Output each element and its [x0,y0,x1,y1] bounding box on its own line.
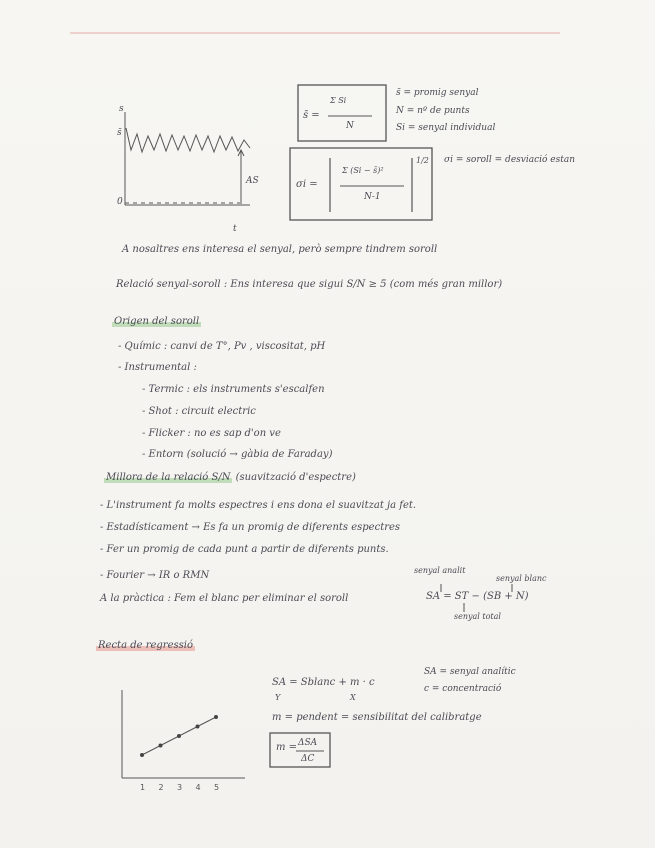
regression-point [214,715,218,719]
legend-n: N = nº de punts [396,106,470,116]
sigma-denominator: N-1 [364,192,381,202]
regression-point [140,753,144,757]
legend-si: Si = senyal individual [396,123,496,133]
signal-x-label: t [233,224,237,234]
signal-zero-label: 0 [117,197,123,207]
improve-instrument: - L'instrument fa molts espectres i ens dona el suavitzat ja fet. [100,500,417,511]
regression-point [159,744,163,748]
sa-label-blank: senyal blanc [496,574,547,583]
sa-equation: SA = ST − (SB + N) [426,591,529,602]
improve-statistics: - Estadísticament → Es fa un promig de diferents espectres [100,522,401,533]
slope-definition: m = pendent = sensibilitat del calibratge [272,712,482,723]
signal-y-label: s [119,104,124,114]
legend-c: c = concentració [424,684,502,694]
signal-as-label: AS [246,176,259,186]
origin-flicker: - Flicker : no es sap d'on ve [142,428,281,439]
regression-x-tick: 4 [195,783,201,792]
sa-label-analyte: senyal analit [414,566,466,575]
improve-point-average: - Fer un promig de cada punt a partir de diferents punts. [100,544,389,555]
regression-x-tick: 3 [177,783,183,792]
slope-lhs: m = [276,742,298,753]
regression-x-tick: 5 [214,783,220,792]
paragraph-signal: A nosaltres ens interesa el senyal, però sempre tindrem soroll [122,244,438,255]
origin-thermal: - Termic : els instruments s'escalfen [142,384,325,395]
sigma-exponent: 1/2 [416,156,429,165]
regression-point [177,734,181,738]
mean-numerator: Σ Si [330,96,347,105]
practice-blank: A la pràctica : Fem el blanc per eliminar el soroll [100,593,349,604]
regression-equation: SA = Sblanc + m · c [272,677,375,688]
sigma-numerator: Σ (Si − s̄)² [342,166,384,175]
heading-sn-improvement-text: Millora de la relació S/N [106,472,231,483]
regression-x-tick: 2 [158,783,164,792]
sigma-lhs: σi = [296,179,318,190]
heading-sn-improvement [104,472,356,483]
paragraph-sn-ratio: Relació senyal-soroll : Ens interesa que sigui S/N ≥ 5 (com més gran millor) [116,279,503,290]
origin-instrumental: - Instrumental : [118,362,197,373]
regression-y-note: Y [275,693,281,702]
origin-chemical: - Químic : canvi de T°, Pv , viscositat, pH [118,341,326,352]
heading-regression: Recta de regressió [98,640,193,651]
sa-label-total: senyal total [454,612,501,621]
legend-sa: SA = senyal analític [424,667,516,677]
slope-denominator: ΔC [301,754,315,764]
regression-x-tick: 1 [140,783,146,792]
legend-sigma: σi = soroll = desviació estan [444,155,576,165]
regression-point [196,725,200,729]
slope-numerator: ΔSA [298,738,318,748]
improve-fourier: - Fourier → IR o RMN [100,570,210,581]
mean-denominator: N [346,121,354,131]
heading-sn-improvement-suffix: (suavització d'espectre) [235,472,356,483]
heading-noise-origin: Origen del soroll [114,316,200,327]
signal-noise-curve [126,128,250,152]
legend-mean: s̄ = promig senyal [396,88,479,98]
mean-lhs: s̄ = [303,110,320,121]
regression-x-note: X [350,693,356,702]
signal-mean-label: s̄ [117,128,122,138]
origin-shot: - Shot : circuit electric [142,406,256,417]
origin-environment: - Entorn (solució → gàbia de Faraday) [142,449,333,460]
